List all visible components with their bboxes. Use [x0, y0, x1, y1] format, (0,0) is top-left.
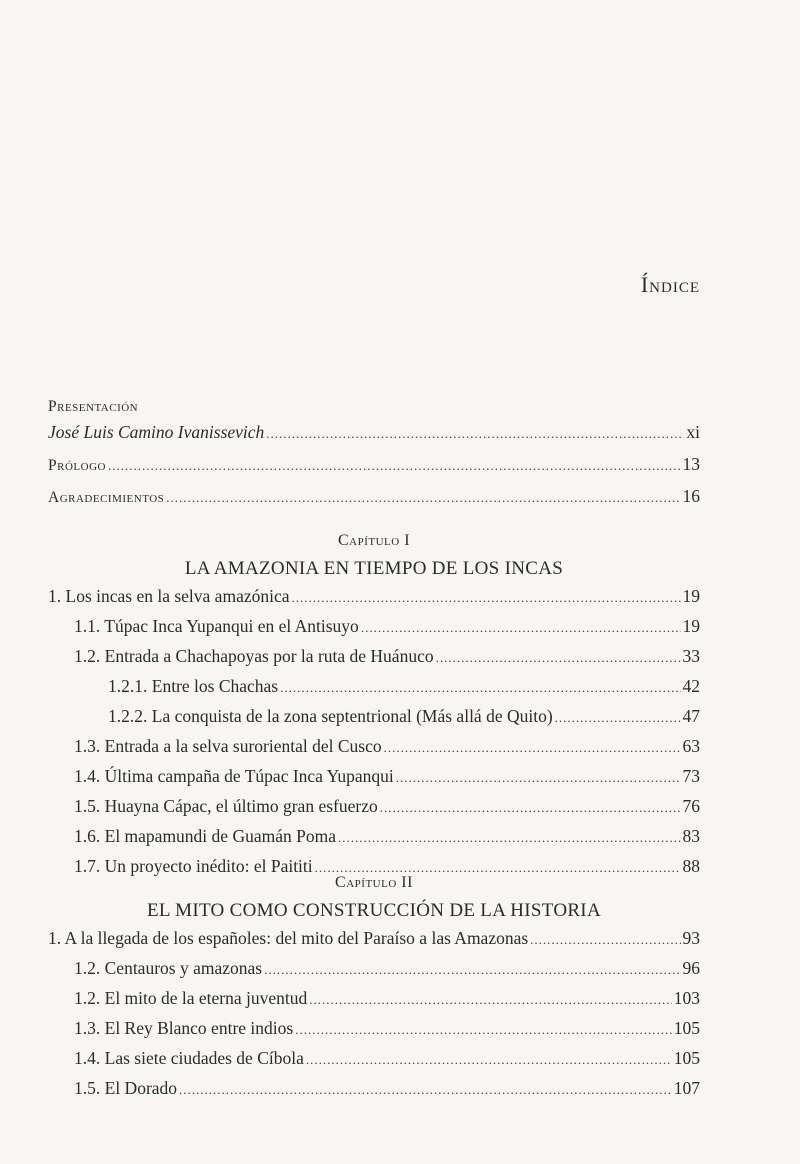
- leader-dots: [436, 650, 681, 666]
- leader-dots: [555, 710, 681, 726]
- leader-dots: [380, 800, 681, 816]
- toc-label: 1.2. Centauros y amazonas: [74, 958, 263, 978]
- page-number: 73: [682, 766, 700, 786]
- leader-dots: [338, 830, 681, 846]
- page-number: 33: [682, 646, 700, 666]
- toc-label: 1.7. Un proyecto inédito: el Paititi: [74, 856, 313, 876]
- leader-dots: [266, 426, 684, 442]
- page-number: 13: [682, 454, 700, 474]
- leader-dots: [108, 458, 681, 474]
- page-number: 19: [682, 616, 700, 636]
- chapter-1-title: LA AMAZONIA EN TIEMPO DE LOS INCAS: [184, 558, 564, 579]
- page-number: 88: [682, 856, 700, 876]
- toc-label: 1.3. El Rey Blanco entre indios: [74, 1018, 294, 1038]
- leader-dots: [530, 932, 680, 948]
- page-number: 83: [682, 826, 700, 846]
- leader-dots: [280, 680, 680, 696]
- toc-label: Prólogo: [48, 457, 106, 474]
- toc-entry: [48, 706, 700, 736]
- toc-label: 1.4. Última campaña de Túpac Inca Yupanqui: [74, 766, 394, 786]
- toc-label: 1.2. Entrada a Chachapoyas por la ruta de Huánuco: [74, 646, 434, 666]
- toc-label: 1.1. Túpac Inca Yupanqui en el Antisuyo: [74, 616, 359, 636]
- chapter-2-title: EL MITO COMO CONSTRUCCIÓN DE LA HISTORIA: [147, 900, 601, 921]
- toc-entry: [48, 586, 700, 616]
- page-number: 76: [682, 796, 700, 816]
- toc-entry-author: [48, 422, 700, 452]
- page-number: 96: [682, 958, 700, 978]
- page-number: 105: [673, 1018, 700, 1038]
- index-title: Índice: [640, 272, 700, 297]
- leader-dots: [295, 1022, 672, 1038]
- toc-label: Presentación: [48, 398, 139, 415]
- leader-dots: [179, 1082, 672, 1098]
- toc-label: 1.5. Huayna Cápac, el último gran esfuerzo: [74, 796, 378, 816]
- toc-label: 1.4. Las siete ciudades de Cíbola: [74, 1048, 304, 1068]
- leader-dots: [384, 740, 681, 756]
- toc-label: 1.2. El mito de la eterna juventud: [74, 988, 308, 1008]
- toc-entry: [48, 616, 700, 646]
- toc-entry: [48, 1018, 700, 1048]
- toc-label: 1.2.2. La conquista de la zona septentrional (Más allá de Quito): [108, 706, 553, 726]
- toc-entry: [48, 676, 700, 706]
- page-number: xi: [686, 422, 700, 442]
- page-number: 16: [682, 486, 700, 506]
- page-number: 103: [673, 988, 700, 1008]
- toc-entry-agradecimientos: [48, 486, 700, 516]
- chapter-2-label: Capítulo II: [335, 874, 413, 891]
- page-number: 107: [673, 1078, 700, 1098]
- chapter-1-label: Capítulo I: [337, 532, 411, 549]
- toc-label: José Luis Camino Ivanissevich: [48, 422, 265, 442]
- leader-dots: [361, 620, 681, 636]
- leader-dots: [166, 490, 680, 506]
- toc-entry: [48, 796, 700, 826]
- toc-entry: [48, 928, 700, 958]
- toc-entry: [48, 1048, 700, 1078]
- toc-label: 1. Los incas en la selva amazónica: [48, 586, 290, 606]
- leader-dots: [309, 992, 671, 1008]
- toc-entry: [48, 988, 700, 1018]
- toc-label: Agradecimientos: [48, 489, 165, 506]
- toc-label: 1.2.1. Entre los Chachas: [108, 676, 279, 696]
- toc-label: 1. A la llegada de los españoles: del mito del Paraíso a las Amazonas: [48, 928, 529, 948]
- toc-entry: [48, 826, 700, 856]
- toc-entry: [48, 646, 700, 676]
- page-number: 105: [673, 1048, 700, 1068]
- page-number: 42: [682, 676, 700, 696]
- page-number: 47: [682, 706, 700, 726]
- page-number: 19: [682, 586, 700, 606]
- leader-dots: [306, 1052, 672, 1068]
- toc-entry: [48, 958, 700, 988]
- toc-entry: [48, 736, 700, 766]
- leader-dots: [396, 770, 681, 786]
- toc-entry: [48, 1078, 700, 1108]
- page-number: 93: [682, 928, 700, 948]
- toc-label: 1.6. El mapamundi de Guamán Poma: [74, 826, 336, 846]
- toc-label: 1.3. Entrada a la selva suroriental del Cusco: [74, 736, 382, 756]
- leader-dots: [264, 962, 680, 978]
- toc-label: 1.5. El Dorado: [74, 1078, 178, 1098]
- toc-entry-prologo: [48, 454, 700, 484]
- leader-dots: [292, 590, 681, 606]
- toc-entry: [48, 766, 700, 796]
- page-number: 63: [682, 736, 700, 756]
